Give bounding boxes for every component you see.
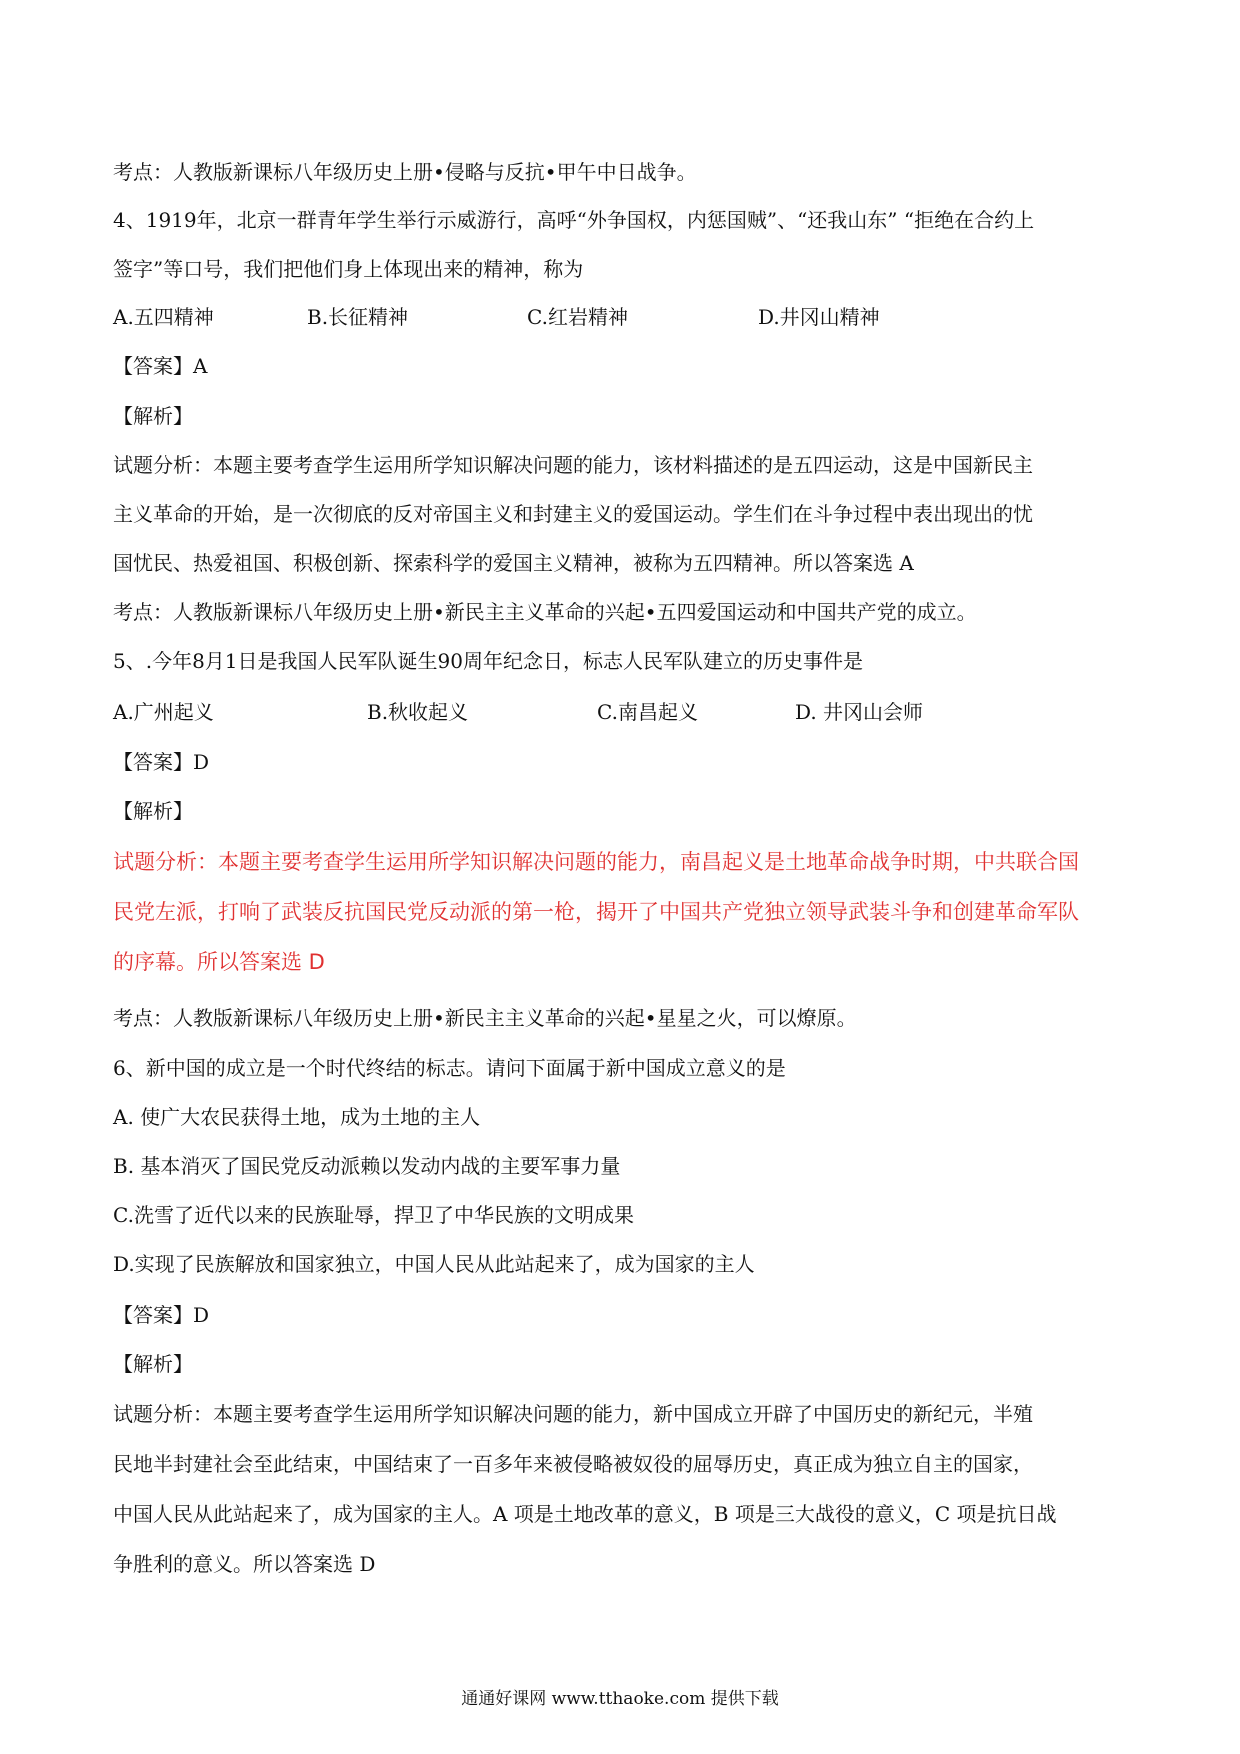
analysis-5-line-3: 的序幕。所以答案选 D (113, 950, 325, 974)
option-d: D. 井冈山会师 (795, 700, 924, 724)
analysis-5-line-2: 民党左派，打响了武装反抗国民党反动派的第一枪，揭开了中国共产党独立领导武装斗争和创建革命军队 (113, 900, 1079, 924)
analysis-6-line-4: 争胜利的意义。所以答案选 D (113, 1552, 376, 1576)
question-6: 6、新中国的成立是一个时代终结的标志。请问下面属于新中国成立意义的是 (113, 1056, 786, 1080)
answer-4: 【答案】A (113, 354, 208, 378)
option-c: C.南昌起义 (597, 700, 698, 724)
question-6-option-b: B. 基本消灭了国民党反动派赖以发动内战的主要军事力量 (113, 1154, 621, 1178)
option-b: B.长征精神 (307, 305, 409, 329)
question-6-option-c: C.洗雪了近代以来的民族耻辱，捍卫了中华民族的文明成果 (113, 1203, 634, 1227)
question-5: 5、.今年8月1日是我国人民军队诞生90周年纪念日，标志人民军队建立的历史事件是 (113, 649, 863, 673)
option-c: C.红岩精神 (527, 305, 628, 329)
option-a: A.广州起义 (113, 700, 214, 724)
analysis-4-line-3: 国忧民、热爱祖国、积极创新、探索科学的爱国主义精神，被称为五四精神。所以答案选 A (113, 551, 914, 575)
page-footer: 通通好课网 www.tthaoke.com 提供下载 (461, 1689, 779, 1709)
analysis-4-line-2: 主义革命的开始，是一次彻底的反对帝国主义和封建主义的爱国运动。学生们在斗争过程中表出现出的忧 (113, 502, 1033, 526)
question-4-line-2: 签字”等口号，我们把他们身上体现出来的精神，称为 (113, 257, 584, 281)
question-4-line-1: 4、1919年，北京一群青年学生举行示威游行，高呼“外争国权，内惩国贼”、“还我山东” “拒绝在合约上 (113, 208, 1035, 232)
question-6-option-d: D.实现了民族解放和国家独立，中国人民从此站起来了，成为国家的主人 (113, 1252, 755, 1276)
analysis-4-line-1: 试题分析：本题主要考查学生运用所学知识解决问题的能力，该材料描述的是五四运动，这是中国新民主 (113, 453, 1033, 477)
answer-5: 【答案】D (113, 750, 210, 774)
question-6-option-a: A. 使广大农民获得土地，成为土地的主人 (113, 1105, 481, 1129)
analysis-6-heading: 【解析】 (113, 1352, 193, 1376)
kaodian-4: 考点：人教版新课标八年级历史上册•新民主主义革命的兴起•五四爱国运动和中国共产党的成立。 (113, 600, 977, 624)
analysis-5-line-1: 试题分析：本题主要考查学生运用所学知识解决问题的能力，南昌起义是土地革命战争时期，中共联合国 (113, 850, 1079, 874)
option-d: D.井冈山精神 (758, 305, 880, 329)
kaodian-3: 考点：人教版新课标八年级历史上册•侵略与反抗•甲午中日战争。 (113, 160, 697, 184)
kaodian-5: 考点：人教版新课标八年级历史上册•新民主主义革命的兴起•星星之火，可以燎原。 (113, 1006, 857, 1030)
analysis-4-heading: 【解析】 (113, 404, 193, 428)
option-a: A.五四精神 (113, 305, 214, 329)
analysis-6-line-1: 试题分析：本题主要考查学生运用所学知识解决问题的能力，新中国成立开辟了中国历史的新纪元，半殖 (113, 1402, 1033, 1426)
answer-6: 【答案】D (113, 1303, 210, 1327)
analysis-6-line-3: 中国人民从此站起来了，成为国家的主人。A 项是土地改革的意义，B 项是三大战役的意义，C 项是抗日战 (113, 1502, 1057, 1526)
analysis-5-heading: 【解析】 (113, 799, 193, 823)
analysis-6-line-2: 民地半封建社会至此结束，中国结束了一百多年来被侵略被奴役的屈辱历史，真正成为独立自主的国家， (113, 1452, 1033, 1476)
option-b: B.秋收起义 (367, 700, 469, 724)
